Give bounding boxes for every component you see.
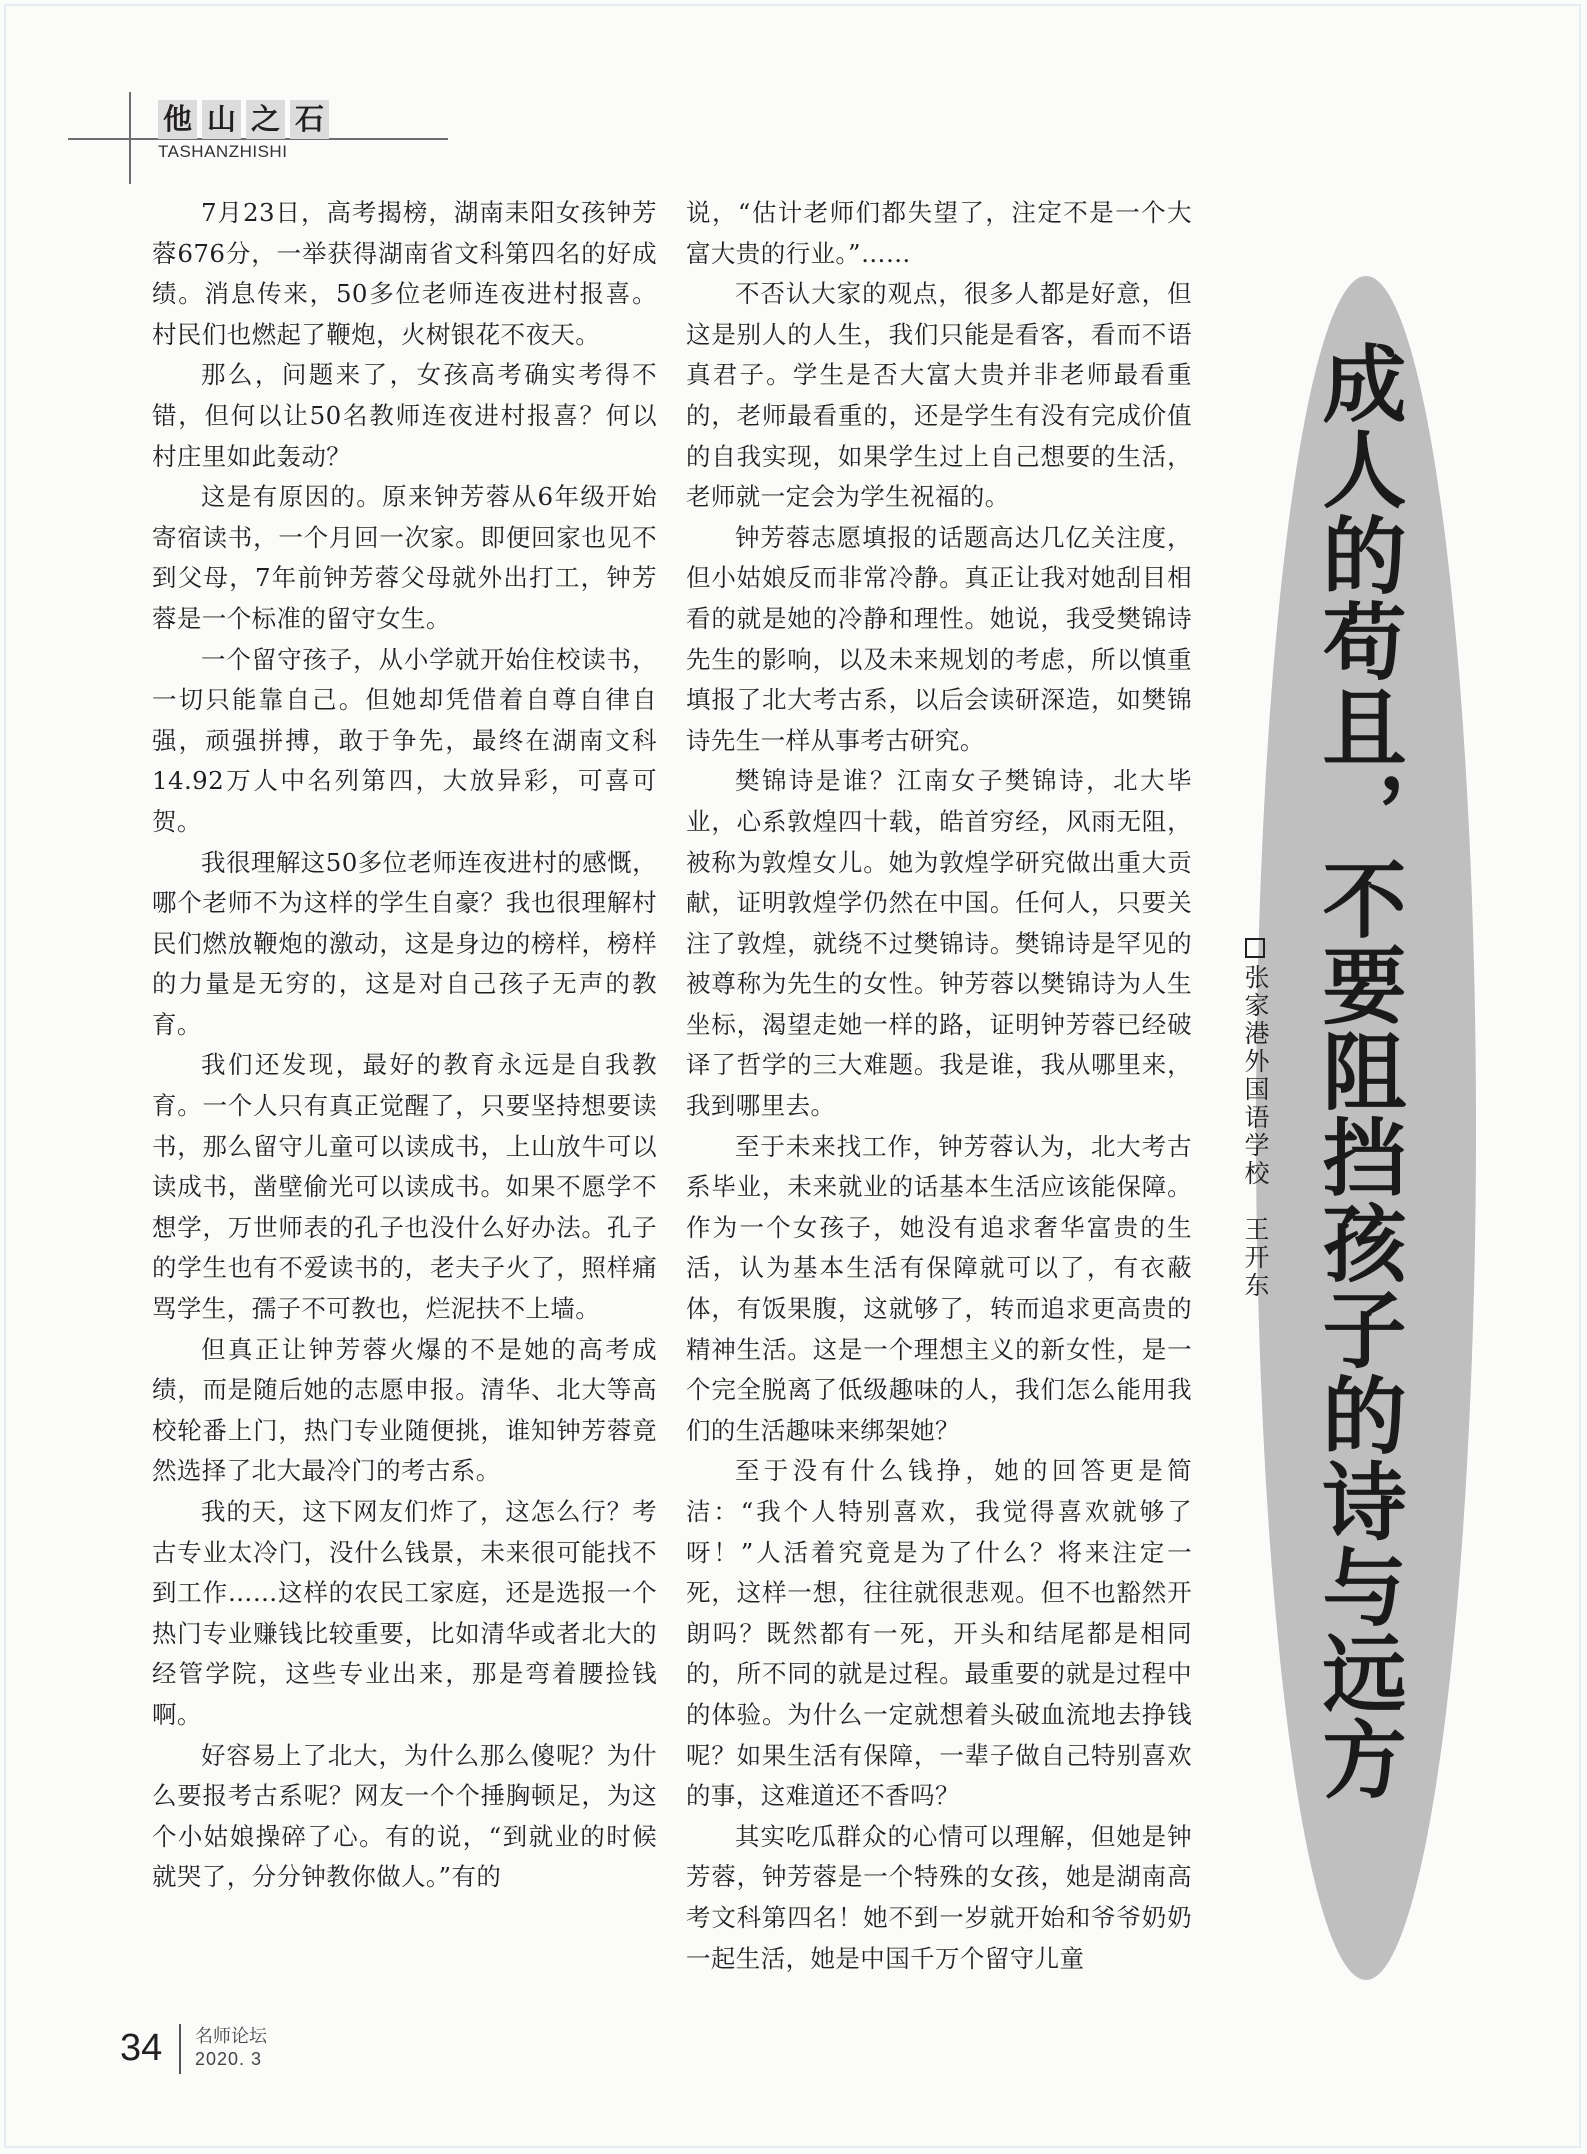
footer-rule [179, 2024, 181, 2074]
page-number: 34 [120, 2027, 163, 2069]
left-column [152, 193, 657, 1898]
section-title-char: 之 [246, 100, 285, 139]
paragraph: 樊锦诗是谁？江南女子樊锦诗，北大毕业，心系敦煌四十载，皓首穷经，风雨无阻，被称为敦煌女儿。她为敦煌学研究做出重大贡献，证明敦煌学仍然在中国。任何人，只要关注了敦煌，就绕不过樊锦诗。樊锦诗是罕见的被尊称为先生的女性。钟芳蓉以樊锦诗为人生坐标，渴望走她一样的路，证明钟芳蓉已经破译了哲学的三大难题。我是谁，我从哪里来，我到哪里去。 [686, 766, 1192, 1121]
section-title-char: 山 [202, 100, 241, 139]
author-text: 张家港外国语学校 王开东 [1241, 964, 1270, 1300]
section-title [158, 100, 329, 139]
issue-date: 2020. 3 [195, 2049, 263, 2069]
paragraph: 7月23日，高考揭榜，湖南耒阳女孩钟芳蓉676分，一举获得湖南省文科第四名的好成绩。消息传来，50多位老师连夜进村报喜。村民们也燃起了鞭炮，火树银花不夜天。 [152, 198, 657, 349]
paragraph: 其实吃瓜群众的心情可以理解，但她是钟芳蓉，钟芳蓉是一个特殊的女孩，她是湖南高考文科第四名！她不到一岁就开始和爷爷奶奶一起生活，她是中国千万个留守儿童 [686, 1821, 1192, 1973]
paragraph: 那么，问题来了，女孩高考确实考得不错，但何以让50名教师连夜进村报喜？何以村庄里如此轰动？ [152, 360, 657, 471]
paragraph: 我很理解这50多位老师连夜进村的感慨，哪个老师不为这样的学生自豪？我也很理解村民们燃放鞭炮的激动，这是身边的榜样，榜样的力量是无穷的，这是对自己孩子无声的教育。 [152, 847, 657, 1039]
magazine-name: 名师论坛 [195, 2026, 267, 2047]
section-pinyin: TASHANZHISHI [158, 142, 288, 161]
paragraph: 不否认大家的观点，很多人都是好意，但这是别人的人生，我们只能是看客，看而不语真君子。学生是否大富大贵并非老师最看重的，老师最看重的，还是学生有没有完成价值的自我实现，如果学生过上自己想要的生活，老师就一定会为学生祝福的。 [686, 279, 1192, 512]
author-byline [1235, 938, 1275, 1300]
paragraph: 钟芳蓉志愿填报的话题高达几亿关注度，但小姑娘反而非常冷静。真正让我对她刮目相看的就是她的冷静和理性。她说，我受樊锦诗先生的影响，以及未来规划的考虑，所以慎重填报了北大考古系，以后会读研深造，如樊锦诗先生一样从事考古研究。 [686, 522, 1192, 755]
section-title-char: 石 [290, 100, 329, 139]
paragraph: 至于未来找工作，钟芳蓉认为，北大考古系毕业，未来就业的话基本生活应该能保障。作为一个女孩子，她没有追求奢华富贵的生活，认为基本生活有保障就可以了，有衣蔽体，有饭果腹，这就够了，转而追求更高贵的精神生活。这是一个理想主义的新女性，是一个完全脱离了低级趣味的人，我们怎么能用我们的生活趣味来绑架她？ [686, 1131, 1192, 1445]
paragraph: 但真正让钟芳蓉火爆的不是她的高考成绩，而是随后她的志愿申报。清华、北大等高校轮番上门，热门专业随便挑，谁知钟芳蓉竟然选择了北大最冷门的考古系。 [152, 1334, 657, 1486]
section-title-char: 他 [158, 100, 197, 139]
paragraph: 一个留守孩子，从小学就开始住校读书，一切只能靠自己。但她却凭借着自尊自律自强，顽强拼搏，敢于争先，最终在湖南文科14.92万人中名列第四，大放异彩，可喜可贺。 [152, 644, 657, 836]
article-title: 成人的苟且，不要阻挡孩子的诗与远方 [1309, 340, 1408, 1802]
paragraph: 好容易上了北大，为什么那么傻呢？为什么要报考古系呢？网友一个个捶胸顿足，为这个小姑娘操碎了心。有的说，“到就业的时候就哭了，分分钟教你做人。”有的 [152, 1740, 657, 1892]
paragraph: 这是有原因的。原来钟芳蓉从6年级开始寄宿读书，一个月回一次家。即便回家也见不到父母，7年前钟芳蓉父母就外出打工，钟芳蓉是一个标准的留守女生。 [152, 482, 657, 633]
paragraph: 至于没有什么钱挣，她的回答更是简洁：“我个人特别喜欢，我觉得喜欢就够了呀！”人活着究竟是为了什么？将来注定一死，这样一想，往往就很悲观。但不也豁然开朗吗？既然都有一死，开头和结尾都是相同的，所不同的就是过程。最重要的就是过程中的体验。为什么一定就想着头破血流地去挣钱呢？如果生活有保障，一辈子做自己特别喜欢的事，这难道还不香吗？ [686, 1456, 1192, 1811]
paragraph-continuation: 说，“估计老师们都失望了，注定不是一个大富大贵的行业。”…… [686, 198, 1192, 268]
header-vertical-rule [129, 92, 131, 184]
byline-box-icon [1245, 938, 1265, 958]
right-column [686, 193, 1192, 1979]
paragraph: 我的天，这下网友们炸了，这怎么行？考古专业太冷门，没什么钱景，未来很可能找不到工作……这样的农民工家庭，还是选报一个热门专业赚钱比较重要，比如清华或者北大的经管学院，这些专业出来，那是弯着腰捡钱啊。 [152, 1497, 657, 1729]
paragraph: 我们还发现，最好的教育永远是自我教育。一个人只有真正觉醒了，只要坚持想要读书，那么留守儿童可以读成书，上山放牛可以读成书，凿壁偷光可以读成书。如果不愿学不想学，万世师表的孔子也没什么好办法。孔子的学生也有不爱读书的，老夫子火了，照样痛骂学生，孺子不可教也，烂泥扶不上墙。 [152, 1050, 657, 1324]
